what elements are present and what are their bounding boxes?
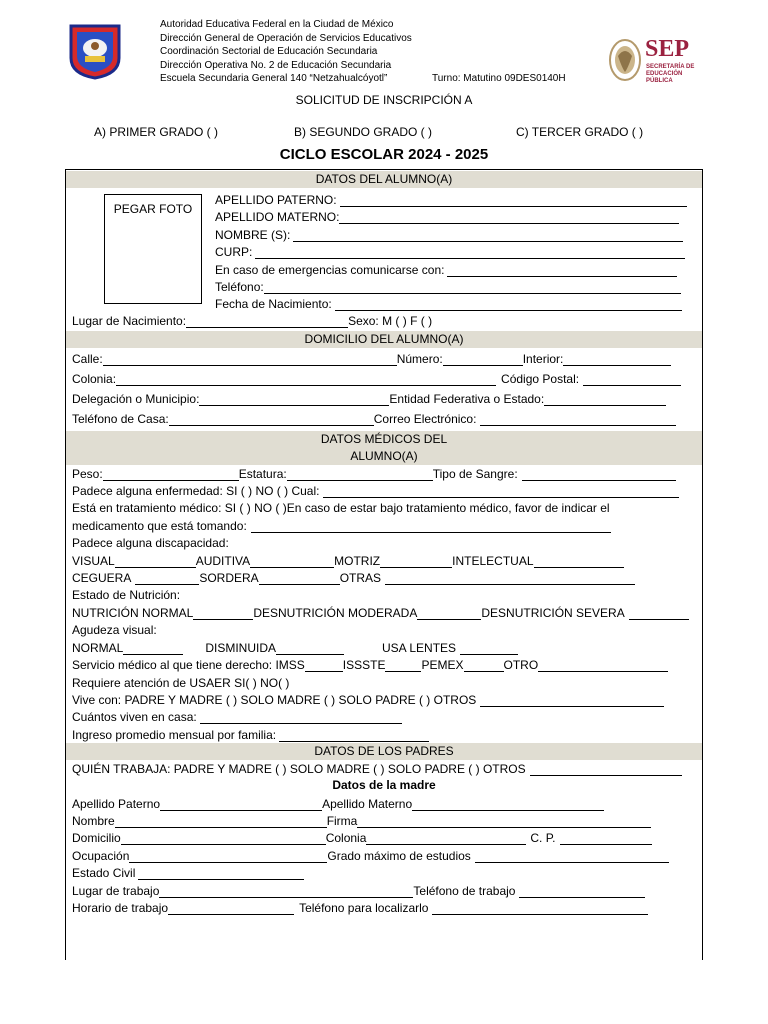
- field-madre-grado[interactable]: [475, 850, 669, 863]
- row-ingreso: [72, 727, 429, 744]
- field-correo[interactable]: [480, 413, 676, 426]
- grade-option-c: C) TERCER GRADO ( ): [516, 125, 644, 139]
- label-vive-con: Vive con: PADRE Y MADRE ( ) SOLO MADRE ( ) SOLO PADRE ( ) OTROS: [72, 693, 477, 707]
- field-colonia[interactable]: [116, 373, 496, 386]
- label-apellido-paterno: APELLIDO PATERNO:: [215, 193, 337, 207]
- field-apellido-paterno[interactable]: [340, 194, 687, 207]
- row-apellido-materno: [215, 209, 679, 226]
- label-madre-domicilio: Domicilio: [72, 831, 121, 845]
- field-madre-lugar-trabajo[interactable]: [159, 885, 413, 898]
- row-madre-horario: [72, 900, 648, 917]
- label-auditiva: AUDITIVA: [195, 554, 251, 568]
- row-agudeza: [72, 622, 157, 639]
- label-ceguera: CEGUERA: [72, 571, 132, 585]
- field-numero[interactable]: [443, 353, 523, 366]
- field-madre-colonia[interactable]: [366, 832, 526, 845]
- label-madre-ocupacion: Ocupación: [72, 849, 130, 863]
- row-nutricion: [72, 587, 180, 604]
- label-medicamento: medicamento que está tomando:: [72, 519, 247, 533]
- label-madre-nombre: Nombre: [72, 814, 115, 828]
- label-otras: OTRAS: [339, 571, 382, 585]
- section-header-domicilio: DOMICILIO DEL ALUMNO(A): [66, 331, 702, 348]
- row-vive-con: [72, 692, 664, 709]
- label-madre-tel-localizar: Teléfono para localizarlo: [299, 901, 429, 915]
- field-otro[interactable]: [538, 659, 668, 672]
- field-codigo-postal[interactable]: [583, 373, 681, 386]
- label-madre-ap-materno: Apellido Materno: [322, 797, 413, 811]
- row-apellido-paterno: [215, 192, 687, 209]
- row-telefono: [215, 279, 681, 296]
- field-imss[interactable]: [305, 659, 343, 672]
- field-apellido-materno[interactable]: [339, 211, 679, 224]
- label-correo: Correo Electrónico:: [373, 412, 477, 426]
- label-codigo-postal: Código Postal:: [501, 372, 580, 386]
- label-emergencias: En caso de emergencias comunicarse con:: [215, 263, 445, 277]
- label-discapacidad: Padece alguna discapacidad:: [72, 536, 229, 550]
- row-usaer: [72, 675, 289, 692]
- label-normal: NORMAL: [72, 641, 124, 655]
- label-curp: CURP:: [215, 245, 253, 259]
- label-tratamiento: Está en tratamiento médico: SI ( ) NO ( )En caso de estar bajo tratamiento médico, favor de indicar el: [72, 501, 610, 515]
- label-madre-tel-trabajo: Teléfono de trabajo: [413, 884, 516, 898]
- row-nombre: [215, 227, 683, 244]
- row-madre-lugar-trabajo: [72, 883, 645, 900]
- row-enfermedad: [72, 483, 679, 500]
- header-line-3: Coordinación Sectorial de Educación Secundaria: [160, 46, 378, 58]
- label-colonia: Colonia:: [72, 372, 117, 386]
- field-nutricion-severa[interactable]: [629, 607, 689, 620]
- field-estatura[interactable]: [287, 468, 433, 481]
- institution-header: [160, 18, 566, 86]
- madre-title: Datos de la madre: [332, 778, 436, 792]
- header-line-2: Dirección General de Operación de Servicios Educativos: [160, 32, 412, 44]
- field-madre-ocupacion[interactable]: [129, 850, 327, 863]
- field-madre-ap-paterno[interactable]: [160, 798, 322, 811]
- label-madre-horario: Horario de trabajo: [72, 901, 169, 915]
- header-line-4: Dirección Operativa No. 2 de Educación Secundaria: [160, 59, 392, 71]
- row-medicamento: [72, 518, 611, 535]
- field-motriz[interactable]: [380, 555, 452, 568]
- row-quien-trabaja: [72, 761, 682, 778]
- field-sordera[interactable]: [259, 572, 340, 585]
- label-agudeza: Agudeza visual:: [72, 623, 157, 637]
- field-tipo-sangre[interactable]: [522, 468, 676, 481]
- label-tipo-sangre: Tipo de Sangre:: [432, 467, 518, 481]
- ciclo-escolar-title: CICLO ESCOLAR 2024 - 2025: [279, 146, 489, 163]
- field-disminuida[interactable]: [276, 642, 344, 655]
- label-sordera: SORDERA: [199, 571, 259, 585]
- label-pemex: PEMEX: [421, 658, 464, 672]
- label-motriz: MOTRIZ: [334, 554, 381, 568]
- field-madre-firma[interactable]: [357, 815, 651, 828]
- field-cuantos[interactable]: [200, 711, 402, 724]
- photo-label: PEGAR FOTO: [113, 202, 193, 216]
- row-agudeza-opciones: [72, 640, 518, 657]
- field-usa-lentes[interactable]: [460, 642, 518, 655]
- label-nombre: NOMBRE (S):: [215, 228, 291, 242]
- row-emergencias: [215, 262, 677, 279]
- grade-option-b: B) SEGUNDO GRADO ( ): [294, 125, 433, 139]
- label-lugar-nacimiento: Lugar de Nacimiento:: [72, 314, 187, 328]
- label-intelectual: INTELECTUAL: [452, 554, 534, 568]
- row-discapacidad: [72, 535, 229, 552]
- sep-wordmark: SEP: [645, 36, 690, 62]
- label-telefono-casa: Teléfono de Casa:: [72, 412, 169, 426]
- row-madre-estado-civil: [72, 865, 304, 882]
- row-telefono-casa: [72, 411, 676, 428]
- eagle-seal-icon: [608, 38, 642, 82]
- label-telefono: Teléfono:: [215, 280, 264, 294]
- label-madre-cp: C. P.: [530, 831, 556, 845]
- field-telefono[interactable]: [264, 281, 681, 294]
- field-madre-cp[interactable]: [560, 832, 652, 845]
- school-emblem-icon: [67, 22, 123, 80]
- field-intelectual[interactable]: [534, 555, 624, 568]
- photo-box: [104, 194, 202, 304]
- label-servicio-imss: Servicio médico al que tiene derecho: IMSS: [72, 658, 305, 672]
- label-fecha-nacimiento: Fecha de Nacimiento:: [215, 297, 332, 311]
- section-header-alumno: DATOS DEL ALUMNO(A): [66, 171, 702, 188]
- label-ingreso: Ingreso promedio mensual por familia:: [72, 728, 277, 742]
- row-tratamiento: [72, 500, 610, 517]
- label-nutricion-severa: DESNUTRICIÓN SEVERA: [481, 606, 625, 620]
- field-ceguera[interactable]: [135, 572, 199, 585]
- row-colonia: [72, 371, 681, 388]
- field-vive-otros[interactable]: [480, 694, 664, 707]
- field-quien-otros[interactable]: [530, 763, 682, 776]
- field-peso[interactable]: [103, 468, 239, 481]
- field-delegacion[interactable]: [199, 393, 389, 406]
- field-normal[interactable]: [123, 642, 183, 655]
- row-lugar-nacimiento: [72, 313, 432, 330]
- field-interior[interactable]: [563, 353, 671, 366]
- field-madre-ap-materno[interactable]: [412, 798, 604, 811]
- label-delegacion: Delegación o Municipio:: [72, 392, 200, 406]
- label-madre-grado: Grado máximo de estudios: [327, 849, 471, 863]
- field-curp[interactable]: [255, 246, 685, 259]
- row-discapacidad-1: [72, 553, 624, 570]
- label-madre-ap-paterno: Apellido Paterno: [72, 797, 161, 811]
- field-madre-tel-trabajo[interactable]: [519, 885, 645, 898]
- field-pemex[interactable]: [464, 659, 504, 672]
- label-cuantos: Cuántos viven en casa:: [72, 710, 197, 724]
- sep-sub-line-1: SECRETARÍA DE: [646, 64, 695, 70]
- field-madre-domicilio[interactable]: [121, 832, 326, 845]
- label-usaer: Requiere atención de USAER SI( ) NO( ): [72, 676, 290, 690]
- label-madre-estado-civil: Estado Civil: [72, 866, 136, 880]
- label-apellido-materno: APELLIDO MATERNO:: [215, 210, 340, 224]
- section-header-medicos: [66, 431, 702, 465]
- field-nutricion-moderada[interactable]: [417, 607, 481, 620]
- section-header-padres: DATOS DE LOS PADRES: [66, 743, 702, 760]
- row-discapacidad-2: [72, 570, 635, 587]
- row-curp: [215, 244, 685, 261]
- section-header-medicos-line-2: ALUMNO(A): [350, 449, 418, 463]
- field-madre-nombre[interactable]: [115, 815, 327, 828]
- field-otras[interactable]: [385, 572, 635, 585]
- label-numero: Número:: [396, 352, 443, 366]
- label-sexo: Sexo: M ( ) F ( ): [348, 314, 433, 328]
- row-madre-ocupacion: [72, 848, 669, 865]
- label-enfermedad: Padece alguna enfermedad: SI ( ) NO ( ) Cual:: [72, 484, 320, 498]
- field-lugar-nacimiento[interactable]: [186, 315, 348, 328]
- label-nutricion: Estado de Nutrición:: [72, 588, 181, 602]
- row-madre-nombre: [72, 813, 651, 830]
- header-line-1: Autoridad Educativa Federal en la Ciudad de México: [160, 19, 394, 30]
- label-entidad: Entidad Federativa o Estado:: [389, 392, 545, 406]
- sep-sub-line-2: EDUCACIÓN PÚBLICA: [646, 71, 683, 84]
- row-fecha-nacimiento: [215, 296, 682, 313]
- row-madre-domicilio: [72, 830, 652, 847]
- sep-logo: [608, 36, 708, 84]
- field-fecha-nacimiento[interactable]: [335, 298, 682, 311]
- field-ingreso[interactable]: [279, 729, 429, 742]
- field-madre-horario[interactable]: [168, 902, 294, 915]
- field-entidad[interactable]: [544, 393, 666, 406]
- row-nutricion-opciones: [72, 605, 689, 622]
- label-usa-lentes: USA LENTES: [382, 641, 457, 655]
- field-madre-tel-localizar[interactable]: [432, 902, 648, 915]
- label-madre-lugar-trabajo: Lugar de trabajo: [72, 884, 160, 898]
- field-nutricion-normal[interactable]: [193, 607, 253, 620]
- row-calle: [72, 351, 671, 368]
- row-servicio-medico: [72, 657, 668, 674]
- label-nutricion-normal: NUTRICIÓN NORMAL: [72, 606, 194, 620]
- field-medicamento[interactable]: [251, 520, 611, 533]
- label-interior: Interior:: [522, 352, 564, 366]
- label-disminuida: DISMINUIDA: [205, 641, 277, 655]
- grade-option-a: A) PRIMER GRADO ( ): [94, 125, 219, 139]
- field-nombre[interactable]: [293, 229, 683, 242]
- label-estatura: Estatura:: [238, 467, 287, 481]
- field-calle[interactable]: [103, 353, 397, 366]
- solicitud-title: SOLICITUD DE INSCRIPCIÓN A: [295, 93, 473, 107]
- field-emergencias[interactable]: [447, 264, 677, 277]
- label-madre-firma: Firma: [326, 814, 358, 828]
- row-cuantos: [72, 709, 402, 726]
- field-issste[interactable]: [385, 659, 421, 672]
- label-calle: Calle:: [72, 352, 103, 366]
- field-auditiva[interactable]: [250, 555, 334, 568]
- turno-text: Turno: Matutino 09DES0140H: [432, 73, 566, 85]
- label-otro: OTRO: [503, 658, 539, 672]
- label-quien-trabaja: QUIÉN TRABAJA: PADRE Y MADRE ( ) SOLO MADRE ( ) SOLO PADRE ( ) OTROS: [72, 762, 526, 776]
- label-peso: Peso:: [72, 467, 103, 481]
- row-delegacion: [72, 391, 666, 408]
- label-visual: VISUAL: [72, 554, 115, 568]
- field-telefono-casa[interactable]: [169, 413, 374, 426]
- header-line-5: Escuela Secundaria General 140 “Netzahualcóyotl”: [160, 73, 388, 85]
- field-visual[interactable]: [115, 555, 196, 568]
- field-madre-estado-civil[interactable]: [138, 867, 304, 880]
- row-madre-apellidos: [72, 796, 604, 813]
- section-header-medicos-line-1: DATOS MÉDICOS DEL: [320, 432, 448, 446]
- label-issste: ISSSTE: [342, 658, 386, 672]
- label-madre-colonia: Colonia: [325, 831, 367, 845]
- field-enfermedad[interactable]: [323, 485, 679, 498]
- row-peso: [72, 466, 676, 483]
- label-nutricion-moderada: DESNUTRICIÓN MODERADA: [253, 606, 418, 620]
